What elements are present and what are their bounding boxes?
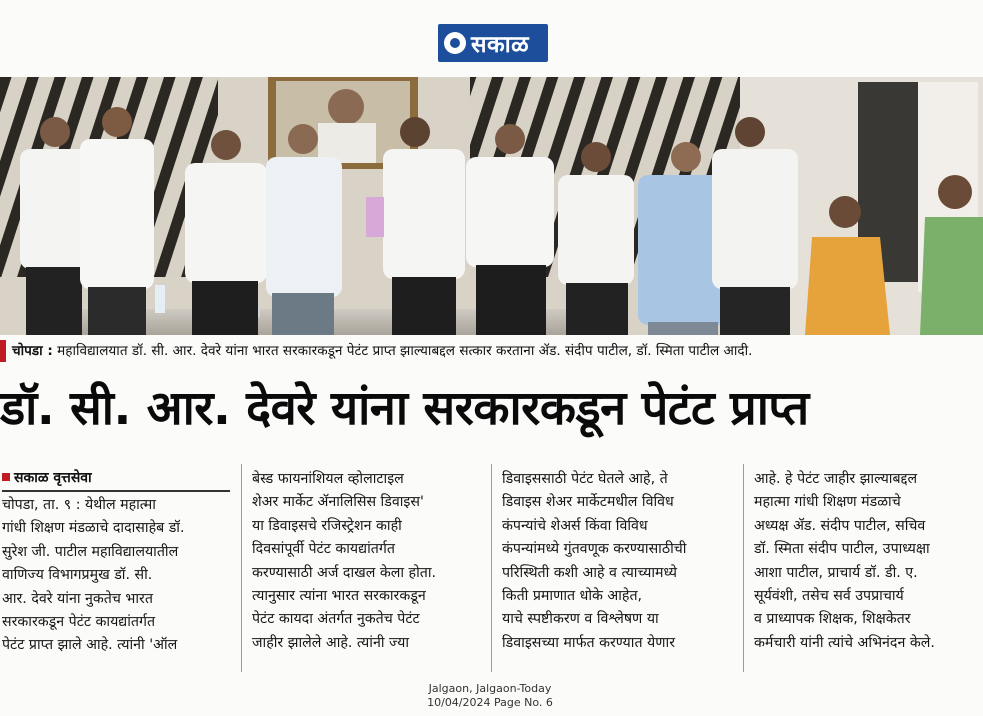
article-line: चोपडा, ता. ९ : येथील महात्मा (2, 497, 156, 513)
article-line: या डिवाइसचे रजिस्ट्रेशन काही (252, 517, 402, 534)
caption-place: चोपडा : (12, 343, 53, 359)
article-column-3 (502, 468, 728, 655)
article-line: वाणिज्य विभागप्रमुख डॉ. सी. (2, 567, 153, 584)
byline-text: सकाळ वृत्तसेवा (14, 470, 92, 486)
caption-text: महाविद्यालयात डॉ. सी. आर. देवरे यांना भारत सरकारकडून पेटंट प्राप्त झाल्याबद्दल सत्कार करताना ॲड. संदीप पाटील, डॉ. स्मिता पाटील आदी. (57, 343, 753, 359)
article-line: करण्यासाठी अर्ज दाखल केला होता. (252, 564, 437, 581)
article-line: सुरेश जी. पाटील महाविद्यालयातील (2, 543, 179, 560)
sun-emblem-icon (444, 32, 466, 54)
article-line: डॉ. स्मिता संदीप पाटील, उपाध्यक्षा (754, 541, 930, 558)
article-line: कंपन्यांचे शेअर्स किंवा विविध (502, 517, 648, 534)
article-line: त्यानुसार त्यांना भारत सरकारकडून (252, 588, 426, 605)
article-line: महात्मा गांधी शिक्षण मंडळाचे (754, 494, 901, 511)
article-line: बेस्ड फायनांशियल व्होलाटाइल (252, 471, 404, 487)
article-line: आशा पाटील, प्राचार्य डॉ. डी. ए. (754, 564, 918, 581)
article-line: जाहीर झालेले आहे. त्यांनी ज्या (252, 634, 410, 651)
article-line: सरकारकडून पेटंट कायद्यांतर्गत (2, 614, 156, 631)
byline (2, 468, 92, 488)
article-line: किती प्रमाणात धोके आहेत, (502, 588, 643, 605)
news-photo (0, 77, 983, 335)
column-divider (491, 464, 492, 672)
article-line: शेअर मार्केट ॲनालिसिस डिवाइस' (252, 494, 424, 511)
footer-edition: Jalgaon, Jalgaon-Today (428, 682, 552, 695)
article-line: याचे स्पष्टीकरण व विश्लेषण या (502, 611, 659, 628)
footer-date-page: 10/04/2024 Page No. 6 (427, 696, 553, 709)
byline-marker (2, 473, 10, 481)
column-divider (241, 464, 242, 672)
article-column-4 (754, 468, 980, 655)
article-line: कंपन्यांमध्ये गुंतवणूक करण्यासाठीची (502, 541, 687, 558)
article-line: सूर्यवंशी, तसेच सर्व उपप्राचार्य (754, 588, 904, 605)
article-line: परिस्थिती कशी आहे व त्याच्यामध्ये (502, 564, 678, 581)
page-footer (380, 682, 600, 710)
article-line: अध्यक्ष ॲड. संदीप पाटील, सचिव (754, 517, 926, 534)
article-line: गांधी शिक्षण मंडळाचे दादासाहेब डॉ. (2, 520, 185, 537)
article-line: दिवसांपूर्वी पेटंट कायद्यांतर्गत (252, 541, 395, 558)
byline-rule (2, 490, 230, 492)
article-line: आर. देवरे यांना नुकतेच भारत (2, 590, 153, 607)
article-line: पेटंट कायदा अंतर्गत नुकतेच पेटंट (252, 611, 420, 628)
article-line: व प्राध्यापक शिक्षक, शिक्षकेतर (754, 611, 911, 628)
column-divider (743, 464, 744, 672)
article-column-2 (252, 468, 478, 655)
article-line: डिवाइसच्या मार्फत करण्यात येणार (502, 634, 676, 651)
article-column-1 (2, 494, 230, 658)
logo-text: सकाळ (471, 32, 530, 58)
article-line: डिवाइससाठी पेटंट घेतले आहे, ते (502, 471, 668, 487)
article-line: कर्मचारी यांनी त्यांचे अभिनंदन केले. (754, 634, 935, 651)
article-line: पेटंट प्राप्त झाले आहे. त्यांनी 'ऑल (2, 637, 178, 654)
headline: डॉ. सी. आर. देवरे यांना सरकारकडून पेटंट प्राप्त (0, 381, 809, 436)
article-line: आहे. हे पेटंट जाहीर झाल्याबद्दल (754, 471, 918, 487)
sakal-logo (438, 24, 548, 62)
photo-caption (0, 340, 983, 362)
article-line: डिवाइस शेअर मार्केटमधील विविध (502, 494, 674, 511)
